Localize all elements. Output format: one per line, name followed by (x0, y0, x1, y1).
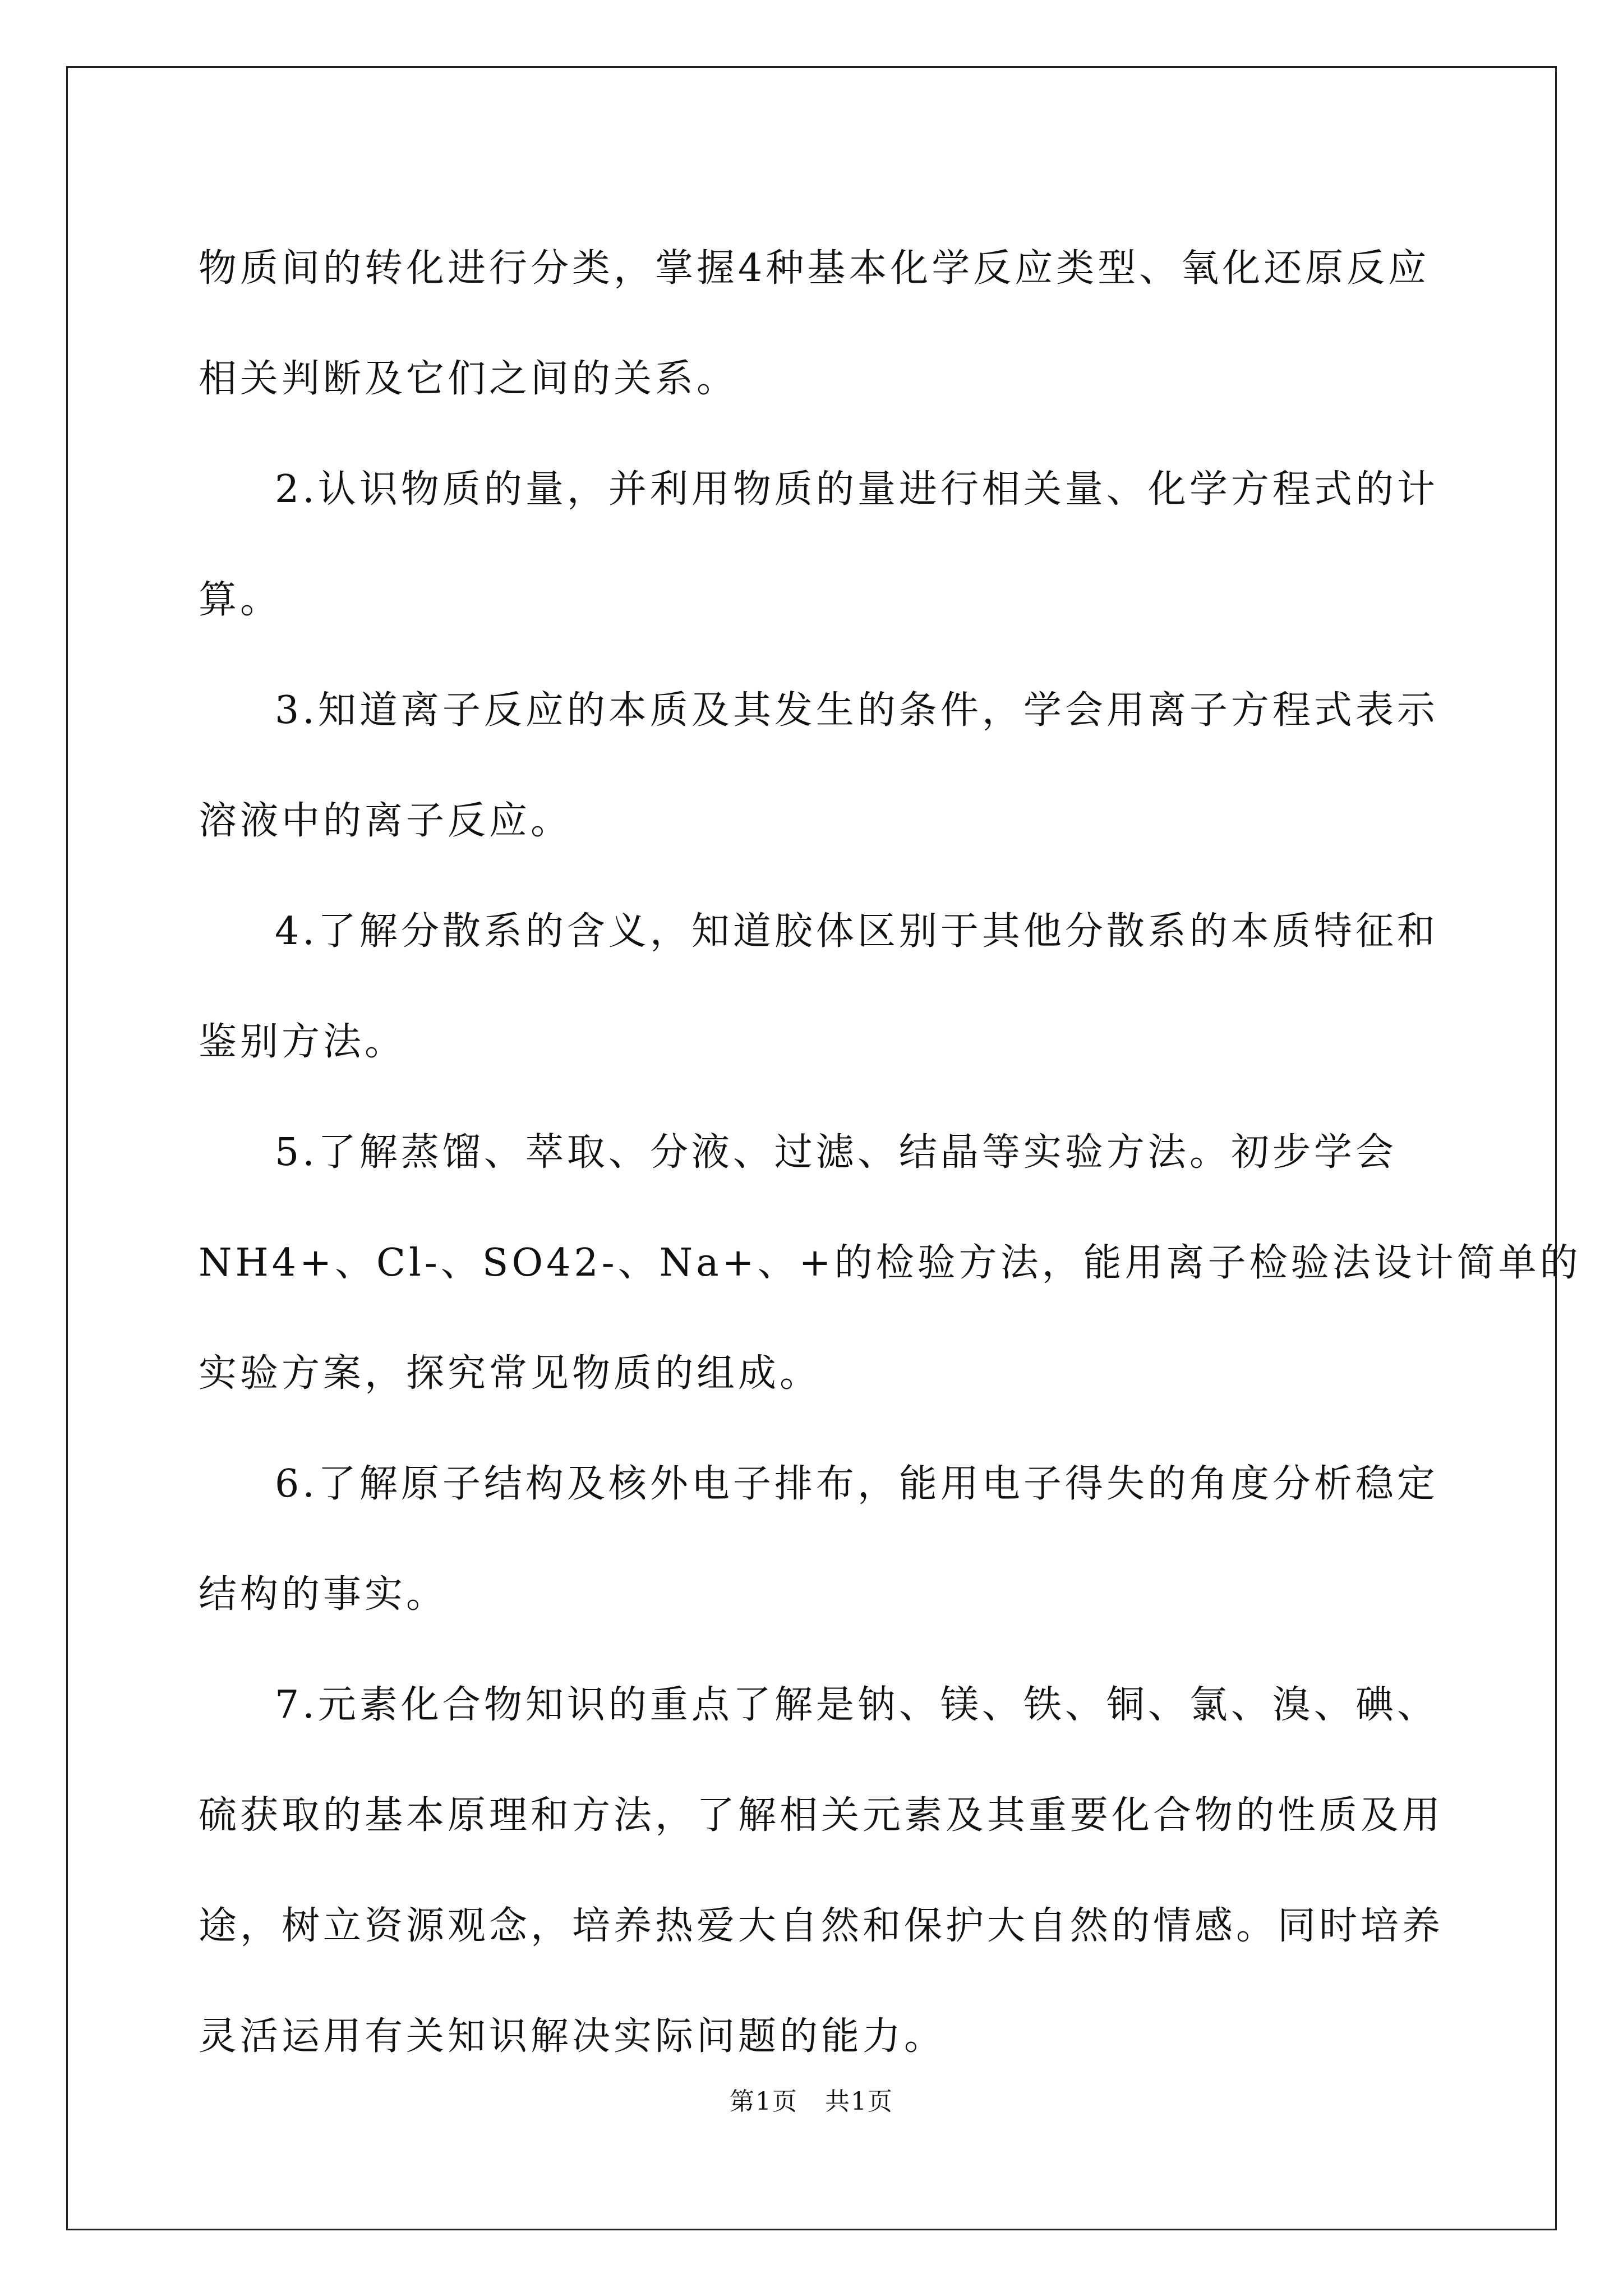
page-footer (0, 2081, 1623, 2117)
paragraph-line: 相关判断及它们之间的关系。 (199, 357, 739, 401)
paragraph-line: 灵活运用有关知识解决实际问题的能力。 (199, 2014, 946, 2059)
list-item-7: 7.元素化合物知识的重点了解是钠、镁、铁、铜、氯、溴、碘、 (275, 1683, 1438, 1727)
paragraph-line: 算。 (199, 578, 282, 622)
paragraph-line: 结构的事实。 (199, 1572, 448, 1617)
paragraph-line: 物质间的转化进行分类，掌握4种基本化学反应类型、氧化还原反应 (199, 246, 1430, 291)
list-item-2: 2.认识物质的量，并利用物质的量进行相关量、化学方程式的计 (275, 467, 1438, 512)
list-item-5: 5.了解蒸馏、萃取、分液、过滤、结晶等实验方法。初步学会 (275, 1130, 1397, 1175)
list-item-6: 6.了解原子结构及核外电子排布，能用电子得失的角度分析稳定 (275, 1462, 1438, 1506)
page-number: 第1页 (730, 2087, 798, 2116)
paragraph-line: 溶液中的离子反应。 (199, 799, 573, 843)
list-item-4: 4.了解分散系的含义，知道胶体区别于其他分散系的本质特征和 (275, 909, 1438, 954)
paragraph-line: NH4+、Cl-、SO42-、Na+、+的检验方法，能用离子检验法设计简单的 (199, 1241, 1581, 1285)
paragraph-line: 鉴别方法。 (199, 1020, 407, 1064)
list-item-3: 3.知道离子反应的本质及其发生的条件，学会用离子方程式表示 (275, 688, 1438, 733)
page-total: 共1页 (825, 2087, 893, 2116)
paragraph-line: 硫获取的基本原理和方法，了解相关元素及其重要化合物的性质及用 (199, 1793, 1444, 1838)
paragraph-line: 途，树立资源观念，培养热爱大自然和保护大自然的情感。同时培养 (199, 1904, 1444, 1948)
document-body (199, 213, 1581, 2092)
paragraph-line: 实验方案，探究常见物质的组成。 (199, 1351, 822, 1396)
